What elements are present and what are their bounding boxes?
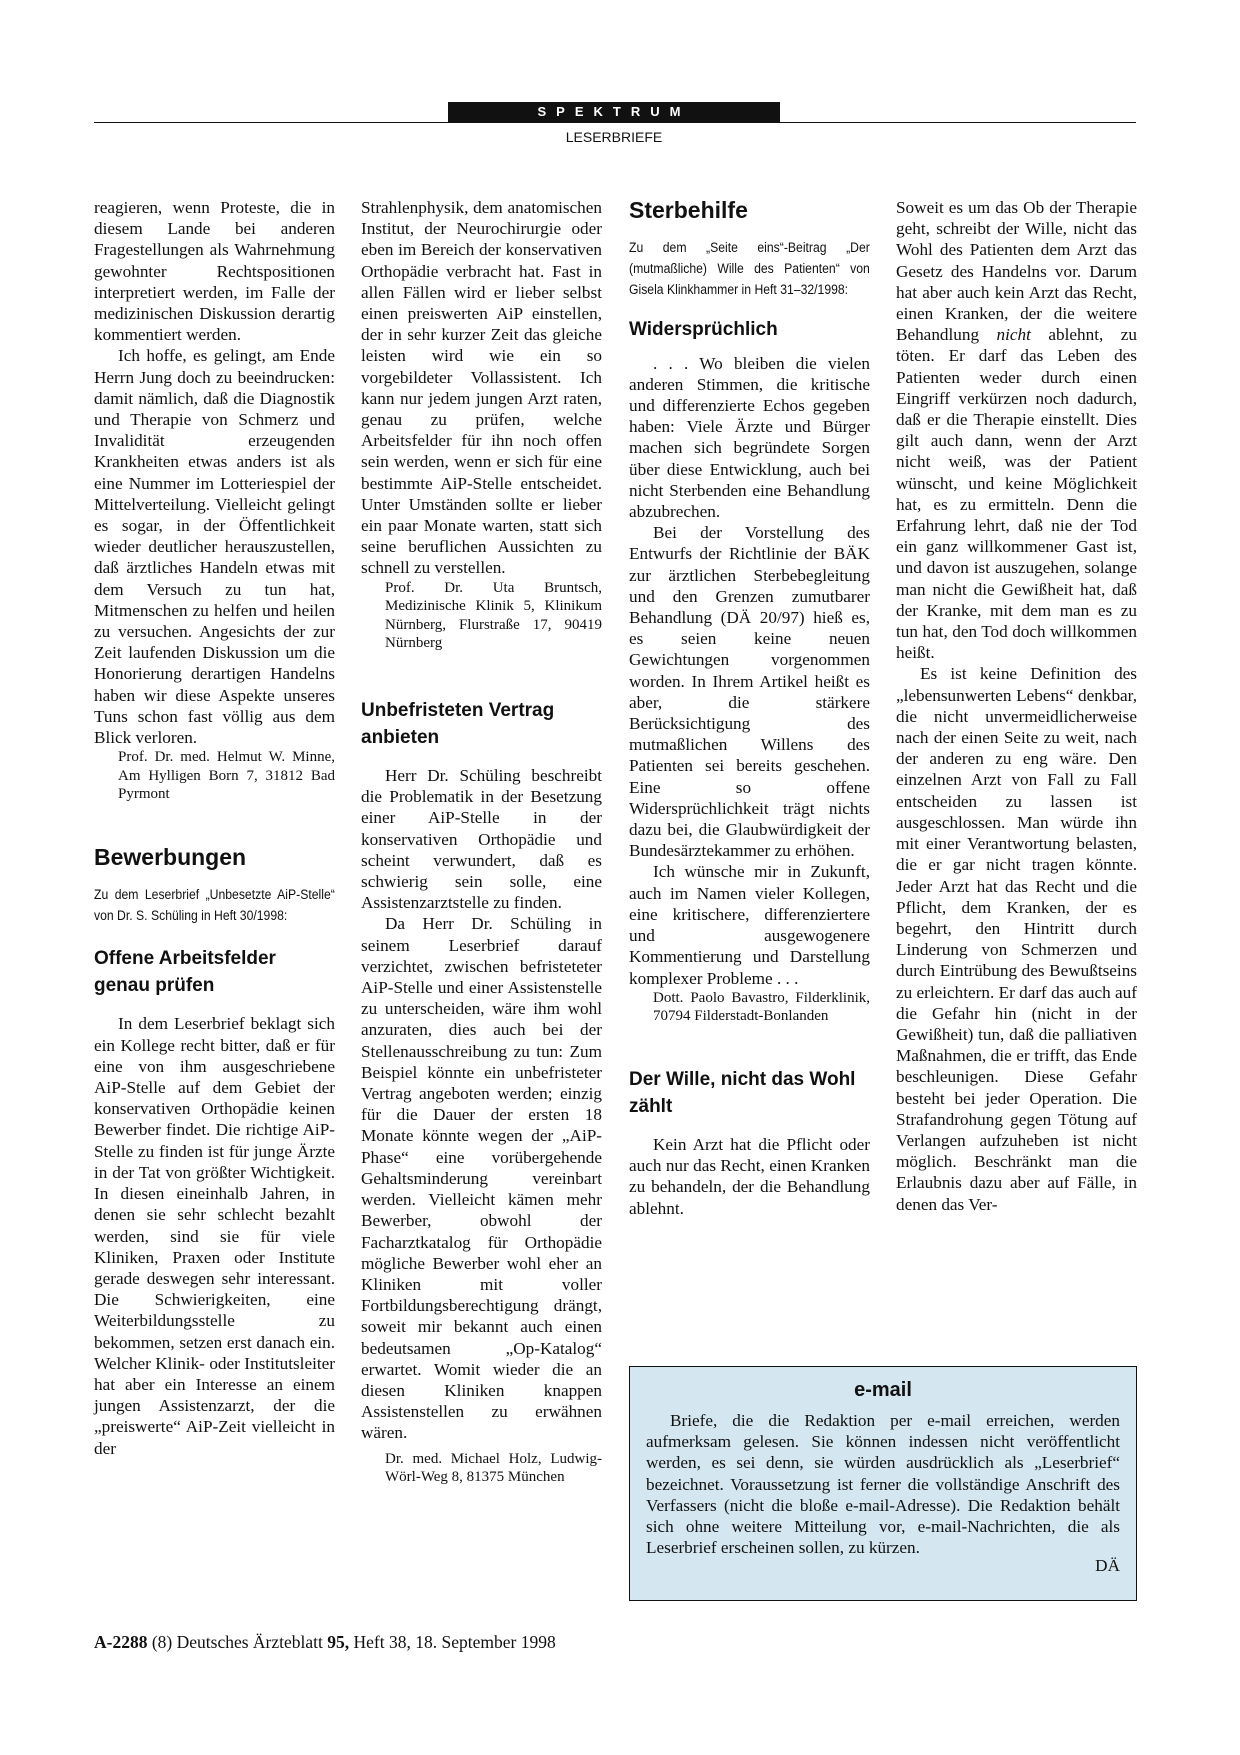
letter-headline: Offene Arbeitsfelder genau prüfen bbox=[94, 948, 276, 997]
letter-intro: Zu dem Leserbrief „Unbesetzte AiP-Stelle“ von Dr. S. Schüling in Heft 30/1998: bbox=[94, 887, 335, 925]
column-4 bbox=[896, 197, 1137, 1215]
letter-paragraph: Ich hoffe, es gelingt, am Ende Herrn Jung doch zu beeindrucken: damit nämlich, daß die Diagnostik und Therapie von Schmerz und Invalidität erzeugenden Krankheiten etwas anders ist als eine Nummer im Lotteriespiel der Mittelverteilung. Vielleicht gelingt es sogar, in der Öffentlichkeit wieder deutlicher herauszustellen, daß ärztliches Handeln etwas mit dem Versuch zu tun hat, Mitmenschen zu helfen und heilen zu versuchen. Angesichts der zur Zeit laufenden Diskussion um die Honorierung derartigen Handelns haben wir diese Aspekte unseres Tuns schon fast völlig aus dem Blick verloren. bbox=[94, 346, 335, 748]
letter-paragraph: reagieren, wenn Proteste, die in diesem Lande bei anderen Fragestellungen als Wahrnehmung gewohnter Rechtspositionen interpretiert werden, im Falle der medizinischen Diskussion derartig kommentiert werden. bbox=[94, 198, 335, 345]
page-number: A-2288 bbox=[94, 1632, 148, 1652]
email-notice-sign: DÄ bbox=[1095, 1556, 1120, 1575]
letter-paragraph: Herr Dr. Schüling beschreibt die Problematik in der Besetzung einer AiP-Stelle in der konservativen Orthopädie und scheint verwundert, daß es schwierig sein solle, eine Assistenzarztstelle zu finden. bbox=[361, 766, 602, 913]
column-1 bbox=[94, 197, 335, 1459]
subsection-label: LESERBRIEFE bbox=[565, 129, 663, 145]
letter-paragraph: Ich wünsche mir in Zukunft, auch im Namen vieler Kollegen, eine kritischere, differenziertere und ausgewogenere Kommentierung und Darstellung komplexer Probleme . . . bbox=[629, 862, 870, 988]
page-footer bbox=[94, 1632, 556, 1653]
footer-issue: Heft 38, 18. September 1998 bbox=[353, 1632, 556, 1652]
email-notice-title: e-mail bbox=[854, 1379, 912, 1401]
section-title: Sterbehilfe bbox=[629, 197, 748, 223]
footer-volume: 95, bbox=[327, 1632, 350, 1652]
letter-paragraph: Kein Arzt hat die Pflicht oder auch nur das Recht, einen Kranken zu behandeln, der die Behandlung ablehnt. bbox=[629, 1134, 870, 1218]
section-header-bar bbox=[448, 102, 780, 122]
letter-paragraph: Soweit es um das Ob der Therapie geht, schreibt der Wille, nicht das Wohl des Patienten dem Arzt das Gesetz des Handelns vor. Darum hat aber auch kein Arzt das Recht, einen Kranken, der die weitere Behandlung nicht ablehnt, zu töten. Er darf das Leben des Patienten weder durch einen Eingriff verkürzen noch dadurch, daß er die Therapie einstellt. Dies gilt auch dann, wenn der Arzt nicht weiß, was der Patient wünscht, und keine Möglichkeit hat, es zu ermitteln. Denn die Erfahrung lehrt, daß nie der Tod ein ganz willkommener Gast ist, und davon ist auszugehen, solange man nicht die Gewißheit hat, daß der Kranke, mit dem man es zu tun hat, den Tod doch willkommen heißt. bbox=[896, 198, 1137, 663]
letter-paragraph: Bei der Vorstellung des Entwurfs der Richtlinie der BÄK zur ärztlichen Sterbebegleitung und den Grenzen zumutbarer Behandlung (DÄ 20/97) hieß es, es seien keine neuen Gewichtungen vorgenommen worden. In Ihrem Artikel heißt es aber, die stärkere Berücksichtigung des mutmaßlichen Willens des Patienten sei bereits geschehen. Eine so offene Widersprüchlichkeit trägt nichts dazu bei, die Glaubwürdigkeit der Bundesärztekammer zu erhöhen. bbox=[629, 523, 870, 861]
letter-paragraph: In dem Leserbrief beklagt sich ein Kollege recht bitter, daß er für eine von ihm ausgeschriebene AiP-Stelle auf dem Gebiet der konservativen Orthopädie keinen Bewerber findet. Die richtige AiP-Stelle zu finden ist für junge Ärzte in der Tat von größter Wichtigkeit. In diesen eineinhalb Jahren, in denen sie sehr schlecht bezahlt werden, sind sie für viele Kliniken, Praxen oder Institute gerade deswegen sehr interessant. Die Schwierigkeiten, eine Weiterbildungsstelle zu bekommen, setzen erst danach ein. Welcher Klinik- oder Institutsleiter hat aber ein Interesse an einem jungen Assistenzarzt, der die „preiswerte“ AiP-Zeit vielleicht in der bbox=[94, 1014, 335, 1458]
letter-headline: Der Wille, nicht das Wohl zählt bbox=[629, 1068, 856, 1117]
header-rule bbox=[94, 122, 1136, 123]
letter-paragraph: . . . Wo bleiben die vielen anderen Stimmen, die kritische und differenzierte Echos gegeben haben: Viele Ärzte und Bürger machen sich begründete Sorgen über diese Entwicklung, auch bei nicht Sterbenden eine Behandlung abzubrechen. bbox=[629, 353, 870, 522]
footer-journal: (8) Deutsches Ärzteblatt bbox=[151, 1632, 323, 1652]
letter-paragraph: Strahlenphysik, dem anatomischen Institut, der Neurochirurgie oder eben im Bereich der konservativen Orthopädie verbracht hat. Fast in allen Fällen wird er lieber selbst einen preiswerten AiP einstellen, der in sehr kurzer Zeit das gleiche leisten wird wie ein so vorgebildeter Vollassistent. Ich kann nur jedem jungen Arzt raten, genau zu prüfen, welche Arbeitsfelder für ihn noch offen sein werden, wenn er sich für eine bestimmte AiP-Stelle entscheidet. Unter Umständen sollte er lieber ein paar Monate warten, statt sich seine beruflichen Aussichten zu schnell zu verstellen. bbox=[361, 198, 602, 578]
section-title: Bewerbungen bbox=[94, 844, 247, 871]
email-notice-box bbox=[629, 1366, 1137, 1601]
letter-signature: Prof. Dr. Uta Bruntsch, Medizinische Klinik 5, Klinikum Nürnberg, Flurstraße 17, 90419 Nürnberg bbox=[385, 579, 602, 652]
emphasis-text: nicht bbox=[996, 325, 1031, 345]
letter-signature: Dr. med. Michael Holz, Ludwig-Wörl-Weg 8, 81375 München bbox=[385, 1450, 602, 1486]
letter-headline: Unbefristeten Vertrag anbieten bbox=[361, 700, 555, 749]
letter-intro: Zu dem „Seite eins“-Beitrag „Der (mutmaßliche) Wille des Patienten“ von Gisela Klinkhammer in Heft 31–32/1998: bbox=[629, 240, 870, 299]
letter-signature: Prof. Dr. med. Helmut W. Minne, Am Hylligen Born 7, 31812 Bad Pyrmont bbox=[118, 749, 335, 803]
column-3 bbox=[629, 197, 870, 1219]
letter-headline: Widersprüchlich bbox=[629, 318, 778, 340]
letter-paragraph: Da Herr Dr. Schüling in seinem Leserbrief darauf verzichtet, zwischen befristeteter AiP-Stelle und einer Assistenstelle zu unterscheiden, wäre ihm wohl anzuraten, dies auch bei der Stellenausschreibung zu tun: Zum Beispiel könnte ein unbefristeter Vertrag angeboten werden; einzig für die Dauer der ersten 18 Monate könnte wegen der „AiP-Phase“ eine vorübergehende Gehaltsminderung vereinbart werden. Vielleicht kämen mehr Bewerber, obwohl der Facharztkatalog für Orthopädie mögliche Bewerber wohl eher an Kliniken mit voller Fortbildungsberechtigung drängt, soweit mir bekannt auch einen bedeutsamen „Op-Katalog“ erwartet. Womit wieder die an diesen Kliniken knappen Assistenstellen zu erwähnen wären. bbox=[361, 914, 602, 1443]
letter-paragraph: Es ist keine Definition des „lebensunwerten Lebens“ denkbar, die nicht unvermeidlicherweise nach der einen Seite zu weit, nach der anderen zu eng wäre. Den einzelnen Arzt von Fall zu Fall entscheiden zu lassen ist ausgeschlossen. Man würde ihn mit einer Verantwortung belasten, die er gar nicht tragen könnte. Jeder Arzt hat das Recht und die Pflicht, dem Kranken, der es begehrt, den Hintritt durch Linderung von Schmerzen und durch Eintrübung des Bewußtseins zu erleichtern. Er darf das auch auf die Gefahr hin (nicht in der Gewißheit) tun, daß die palliativen Maßnahmen, die er trifft, das Ende beschleunigen. Diese Gefahr besteht bei jeder Operation. Die Strafandrohung gegen Tötung auf Verlangen aufzuheben ist nicht möglich. Beschränkt man die Erlaubnis dazu aber auf Fälle, in denen das Ver- bbox=[896, 664, 1137, 1214]
email-notice-text: Briefe, die die Redaktion per e-mail erreichen, werden aufmerksam gelesen. Sie können indessen nicht veröffentlicht werden, es sei denn, sie würden ausdrücklich als „Leserbrief“ bezeichnet. Voraussetzung ist ferner die vollständige Anschrift des Verfassers (nicht die bloße e-mail-Adresse). Die Redaktion behält sich ohne weitere Mitteilung vor, e-mail-Nachrichten, die als Leserbrief erscheinen sollen, zu kürzen. bbox=[646, 1411, 1120, 1558]
section-label: SPEKTRUM bbox=[537, 104, 691, 119]
column-2 bbox=[361, 197, 602, 1487]
letter-signature: Dott. Paolo Bavastro, Filderklinik, 70794 Filderstadt-Bonlanden bbox=[653, 989, 870, 1025]
